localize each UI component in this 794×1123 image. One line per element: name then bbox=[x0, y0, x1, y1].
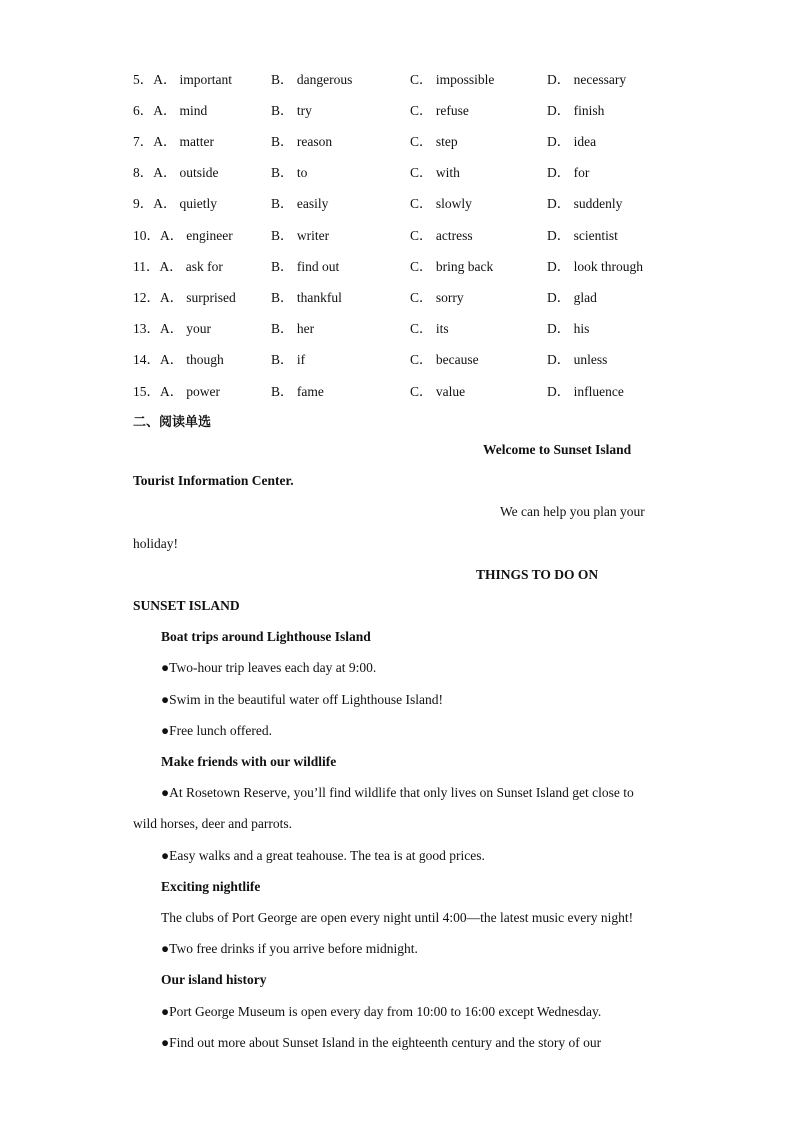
question-14 bbox=[133, 348, 693, 368]
things-heading: THINGS TO DO ON bbox=[476, 567, 599, 582]
option-d: D． influence bbox=[547, 384, 624, 399]
option-b: B． find out bbox=[271, 259, 340, 274]
question-7 bbox=[133, 130, 693, 150]
history-item-1: ●Port George Museum is open every day from 10:00 to 16:00 except Wednesday. bbox=[161, 1004, 602, 1019]
option-a: important bbox=[179, 72, 232, 87]
boat-trips-item-1: ●Two-hour trip leaves each day at 9:00. bbox=[161, 660, 377, 675]
option-d: D． necessary bbox=[547, 72, 627, 87]
option-c: C． sorry bbox=[410, 290, 464, 305]
option-a: outside bbox=[179, 165, 219, 180]
option-d: D． glad bbox=[547, 290, 597, 305]
things-heading-continued: SUNSET ISLAND bbox=[133, 598, 240, 613]
option-d: D． unless bbox=[547, 352, 608, 367]
option-c: C． impossible bbox=[410, 72, 495, 87]
history-heading: Our island history bbox=[161, 972, 267, 987]
question-11 bbox=[133, 255, 693, 275]
option-b: B． writer bbox=[271, 228, 330, 243]
wildlife-item-2: ●Easy walks and a great teahouse. The tea is at good prices. bbox=[161, 848, 485, 863]
question-number: 12．A． bbox=[133, 290, 184, 305]
question-6 bbox=[133, 99, 693, 119]
help-text: We can help you plan your bbox=[500, 504, 645, 519]
option-a: matter bbox=[179, 134, 214, 149]
question-10 bbox=[133, 224, 693, 244]
option-d: D． his bbox=[547, 321, 590, 336]
question-number: 7．A． bbox=[133, 134, 177, 149]
question-number: 15．A． bbox=[133, 384, 184, 399]
option-d: D． idea bbox=[547, 134, 597, 149]
option-b: B． her bbox=[271, 321, 315, 336]
option-a: power bbox=[186, 384, 220, 399]
option-d: D． suddenly bbox=[547, 196, 623, 211]
option-b: B． try bbox=[271, 103, 312, 118]
boat-trips-heading: Boat trips around Lighthouse Island bbox=[161, 629, 371, 644]
option-b: B． reason bbox=[271, 134, 333, 149]
question-number: 10．A． bbox=[133, 228, 184, 243]
option-c: C． with bbox=[410, 165, 460, 180]
option-c: C． slowly bbox=[410, 196, 472, 211]
option-a: engineer bbox=[186, 228, 233, 243]
question-9 bbox=[133, 192, 693, 212]
option-d: D． look through bbox=[547, 259, 643, 274]
nightlife-item-2: ●Two free drinks if you arrive before midnight. bbox=[161, 941, 418, 956]
option-b: B． fame bbox=[271, 384, 324, 399]
wildlife-item-1-continued: wild horses, deer and parrots. bbox=[133, 816, 292, 831]
help-text-continued: holiday! bbox=[133, 536, 178, 551]
question-number: 6．A． bbox=[133, 103, 177, 118]
question-number: 9．A． bbox=[133, 196, 177, 211]
option-b: B． dangerous bbox=[271, 72, 353, 87]
option-b: B． easily bbox=[271, 196, 329, 211]
option-d: D． finish bbox=[547, 103, 605, 118]
option-b: B． to bbox=[271, 165, 308, 180]
option-a: though bbox=[186, 352, 224, 367]
question-number: 13．A． bbox=[133, 321, 184, 336]
option-d: D． scientist bbox=[547, 228, 618, 243]
question-number: 11．A． bbox=[133, 259, 183, 274]
option-c: C． bring back bbox=[410, 259, 494, 274]
option-c: C． value bbox=[410, 384, 466, 399]
option-c: C． its bbox=[410, 321, 449, 336]
option-c: C． actress bbox=[410, 228, 473, 243]
question-number: 8．A． bbox=[133, 165, 177, 180]
nightlife-item-1: The clubs of Port George are open every night until 4:00—the latest music every night! bbox=[161, 910, 634, 925]
question-8 bbox=[133, 161, 693, 181]
option-b: B． thankful bbox=[271, 290, 342, 305]
question-15 bbox=[133, 380, 693, 400]
option-d: D． for bbox=[547, 165, 590, 180]
nightlife-heading: Exciting nightlife bbox=[161, 879, 261, 894]
option-c: C． step bbox=[410, 134, 458, 149]
boat-trips-item-2: ●Swim in the beautiful water off Lighthouse Island! bbox=[161, 692, 443, 707]
option-a: quietly bbox=[179, 196, 217, 211]
welcome-heading: Welcome to Sunset Island bbox=[483, 442, 632, 457]
history-item-2: ●Find out more about Sunset Island in the eighteenth century and the story of our bbox=[161, 1035, 602, 1050]
question-12 bbox=[133, 286, 693, 306]
option-b: B． if bbox=[271, 352, 306, 367]
option-c: C． refuse bbox=[410, 103, 469, 118]
question-number: 14．A． bbox=[133, 352, 184, 367]
option-a: mind bbox=[179, 103, 208, 118]
wildlife-heading: Make friends with our wildlife bbox=[161, 754, 337, 769]
option-a: ask for bbox=[185, 259, 223, 274]
option-a: surprised bbox=[186, 290, 236, 305]
boat-trips-item-3: ●Free lunch offered. bbox=[161, 723, 272, 738]
question-13 bbox=[133, 317, 693, 337]
question-number: 5．A． bbox=[133, 72, 177, 87]
section-title: 二、阅读单选 bbox=[133, 415, 212, 430]
option-c: C． because bbox=[410, 352, 479, 367]
question-5 bbox=[133, 68, 693, 88]
wildlife-item-1: ●At Rosetown Reserve, you’ll find wildlife that only lives on Sunset Island get close to bbox=[161, 785, 634, 800]
welcome-heading-continued: Tourist Information Center. bbox=[133, 473, 294, 488]
option-a: your bbox=[186, 321, 211, 336]
